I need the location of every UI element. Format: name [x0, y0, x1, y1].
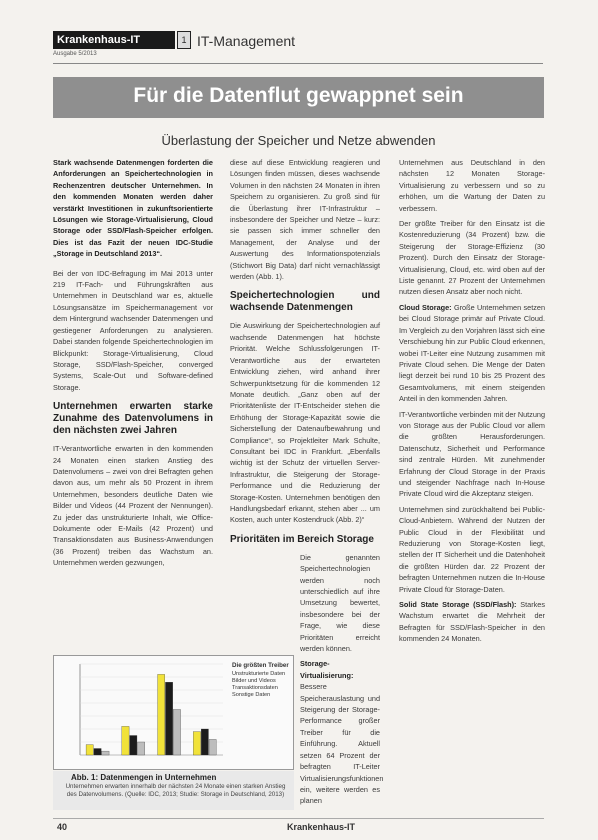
runin-heading: Solid State Storage (SSD/Flash):	[399, 600, 517, 610]
section-heading: Unternehmen erwarten starke Zunahme des Datenvolumens in den nächsten zwei Jahren	[53, 401, 213, 437]
article-title: Für die Datenflut gewappnet sein	[133, 84, 464, 107]
paragraph: IT-Verantwortliche erwarten in den kommenden 24 Monaten einen starken Anstieg des Datenvolumens – zwei von drei Befragten gehen davon aus, um mehr als 50 Prozent in ihrem Unternehmen, besonders deutliche Daten wie Bilder und Videos (44 Prozent der Nennungen). Zu jeder das unstrukturierte Inhalt, wie Office-Dokumente oder E-Mails (42 Prozent) und Transaktionsdaten aus Business-Anwendungen (36 Prozent) treiben das Wachstum an. Unternehmen werden gezwungen,	[53, 444, 213, 568]
legend-item: Unstrukturierte Daten	[232, 671, 286, 677]
magazine-logo: Krankenhaus-IT	[53, 31, 175, 49]
runin-heading: Cloud Storage:	[399, 302, 452, 312]
paragraph: Unternehmen sind zurückhaltend bei Public-Cloud-Anbietern. Während der Nutzen der Public Cloud in der Flexibilität und Reduzierung von Storage-Kosten liegt, stellen der IT Sicherheit und die Datenhoheit die größten Hürden dar. 22 Prozent der befragten Unternehmen nutzen die In-House Private Cloud für Storage-Daten.	[399, 504, 545, 594]
wrapped-paragraphs	[300, 552, 384, 807]
section-heading: Speichertechnologien und wachsende Datenmengen	[230, 290, 380, 314]
paragraph	[300, 658, 384, 806]
column-3	[399, 157, 545, 645]
title-banner	[53, 77, 544, 118]
article-subtitle: Überlastung der Speicher und Netze abwenden	[161, 133, 436, 148]
bar	[201, 729, 208, 755]
bar	[86, 745, 93, 755]
bar	[94, 749, 101, 756]
header-rule	[53, 63, 543, 64]
bar	[122, 726, 129, 755]
paragraph	[399, 599, 545, 645]
paragraph: Die genannten Speichertechnologien werden noch unterschiedlich auf ihre Umsetzung bewertet, insbesondere bei der Frage, wie diese Prioritäten erreicht werden können.	[300, 552, 380, 654]
bar	[158, 674, 165, 755]
paragraph: Der größte Treiber für den Einsatz ist die Kostenreduzierung (34 Prozent) bzw. die Steigerung der Storage-Effizienz (30 Prozent). Durch den Einsatz der Storage-Virtualisierung, Cloud, etc. wird oben auf der Liste genannt. 27 Prozent der Unternehmen nutzen diesen Ansatz aber noch nicht.	[399, 219, 545, 297]
issue-label: Ausgabe 5/2013	[53, 51, 97, 57]
paragraph-text: Starkes Wachstum erwartet die Mehrheit der Befragten für SSD/Flash-Speicher in den kommenden 24 Monaten.	[399, 600, 546, 644]
chart-legend	[232, 662, 290, 699]
bar-chart	[54, 656, 229, 769]
section-title: IT-Management	[197, 33, 296, 49]
footer-logo: Krankenhaus-IT	[287, 822, 356, 832]
caption-text: Unternehmen erwarten innerhalb der nächsten 24 Monate einen starken Anstieg des Datenvolumens. (Quelle: IDC, 2013; Studie: Storage in Deutschland, 2013)	[65, 783, 286, 799]
figure-caption	[53, 771, 294, 810]
legend-item: Bilder und Videos	[232, 678, 276, 684]
footer-rule	[53, 818, 544, 819]
legend-item: Transaktionsdaten	[232, 685, 278, 691]
paragraph: Die Auswirkung der Speichertechnologien auf wachsende Datenmengen hat höchste Priorität. Welche Schlussfolgerungen IT-Verantwortliche aus der erwarteten Entwicklung ziehen, wird anhand ihrer Schwerpunktsetzung für die kommenden 12 Monate deutlich. „Ganz oben auf der Prioritätenliste der IT-Entscheider stehen die Erhöhung der Storage-Kapazität sowie die Sicherstellung der Datenaufbewahrung und Compliance“, so Projektleiter Mark Schulte, Consultant bei IDC in Frankfurt. „Ebenfalls wichtig ist der Schutz der virtuellen Server-Infrastruktur, die Steigerung der Storage-Performance und die Reduzierung der Storage-Kosten. Unternehmen benötigen den Handlungsbedarf erkannt, stehen aber ... um Kosten, auch unter Kostendruck (Abb. 2)“	[230, 321, 380, 525]
bar-chart-frame	[53, 655, 294, 770]
paragraph: Unternehmen aus Deutschland in den nächsten 12 Monaten Storage-Virtualisierung zu verbessern und so zu erhöhen, um die Wartung der Daten zu verbessern.	[399, 158, 545, 213]
paragraph-text: Bessere Speicherauslastung und Steigerung der Storage-Performance großer Treiber für die Einführung. Aktuell setzen 64 Prozent der befragten IT-Leiter Virtualisierungsfunktionen ein, weitere werden es planen	[300, 682, 384, 806]
column-1	[53, 157, 213, 569]
paragraph-text: Große Unternehmen setzen bei Cloud Storage primär auf Private Cloud. Im Vergleich zu den Vorjahren lässt sich eine Verschiebung hin zur Public Cloud erkennen, wobei IT-Leiter eine Nutzung zusammen mit Private Cloud sehen. Die Menge der Daten liegt derzeit bei rund 10 bis 25 Prozent des Gesamtvolumens, mit einem steigenden Anteil in den kommenden Jahren.	[399, 302, 546, 404]
legend-item: Sonstige Daten	[232, 692, 271, 698]
caption-title: Abb. 1: Datenmengen in Unternehmen	[71, 773, 217, 782]
bar	[138, 742, 145, 755]
section-marker-box: 1	[177, 31, 191, 49]
page-number: 40	[57, 822, 68, 832]
figure-1	[53, 655, 294, 810]
bar	[165, 682, 172, 755]
paragraph: diese auf diese Entwicklung reagieren und Lösungen finden müssen, dieses wachsende Volumen in den nächsten 24 Monaten in ihren Speichern zu organisieren. Zu groß sind für die Überlastung ihrer IT-Infrastruktur – insbesondere der Speicher und Netze – kurz: sie passen sich immer schneller den Management, der Analyse und der Auswertung des Informationspotenzials (Stichwort Big Data) darf nicht vernachlässigt werden (Abb. 1).	[230, 158, 380, 282]
paragraph: IT-Verantwortliche verbinden mit der Nutzung von Storage aus der Public Cloud vor allem die größten Herausforderungen. Datenschutz, Sicherheit und Performance sind zentrale Hürden. Mit zunehmender Erfahrung der Cloud Storage in der Praxis und steigender Nachfrage nach In-House Private Cloud wird die Akzeptanz steigen.	[399, 409, 546, 499]
section-heading: Prioritäten im Bereich Storage	[230, 533, 374, 545]
bar	[193, 732, 200, 755]
article-lead: Stark wachsende Datenmengen forderten die Anforderungen an Speichertechnologien in Rechenzentren deutscher Unternehmen. In den kommenden Monaten werden daher verstärkt Investitionen in zukunftsorientierte Lösungen wie Storage-Virtualisierung, Cloud Storage oder SSD/Flash-Speicher erfolgen. Dies ist das Fazit der neuen IDC-Studie „Storage in Deutschland 2013“.	[53, 158, 213, 259]
bar	[209, 739, 216, 755]
bar	[102, 751, 109, 755]
paragraph	[399, 302, 545, 405]
runin-heading: Storage-Virtualisierung:	[300, 659, 354, 680]
paragraph: Bei der von IDC-Befragung im Mai 2013 unter 219 IT-Fach- und Führungskräften aus Unternehmen in Deutschland war es, aktuelle Lösungsansätze im Speichermanagement vor dem Hintergrund wachsender Datenmengen und gestiegener Anforderungen zu analysieren. Dabei standen folgende Speichertechnologien im Blickpunkt: Storage-Virtualisierung, Cloud Storage, SSD/Flash-Speicher, converged Systems, Scale-Out und Software-defined Storage.	[53, 268, 213, 392]
bar	[173, 710, 180, 756]
bar	[130, 736, 137, 756]
legend-title: Die größten Treiber	[232, 662, 289, 669]
